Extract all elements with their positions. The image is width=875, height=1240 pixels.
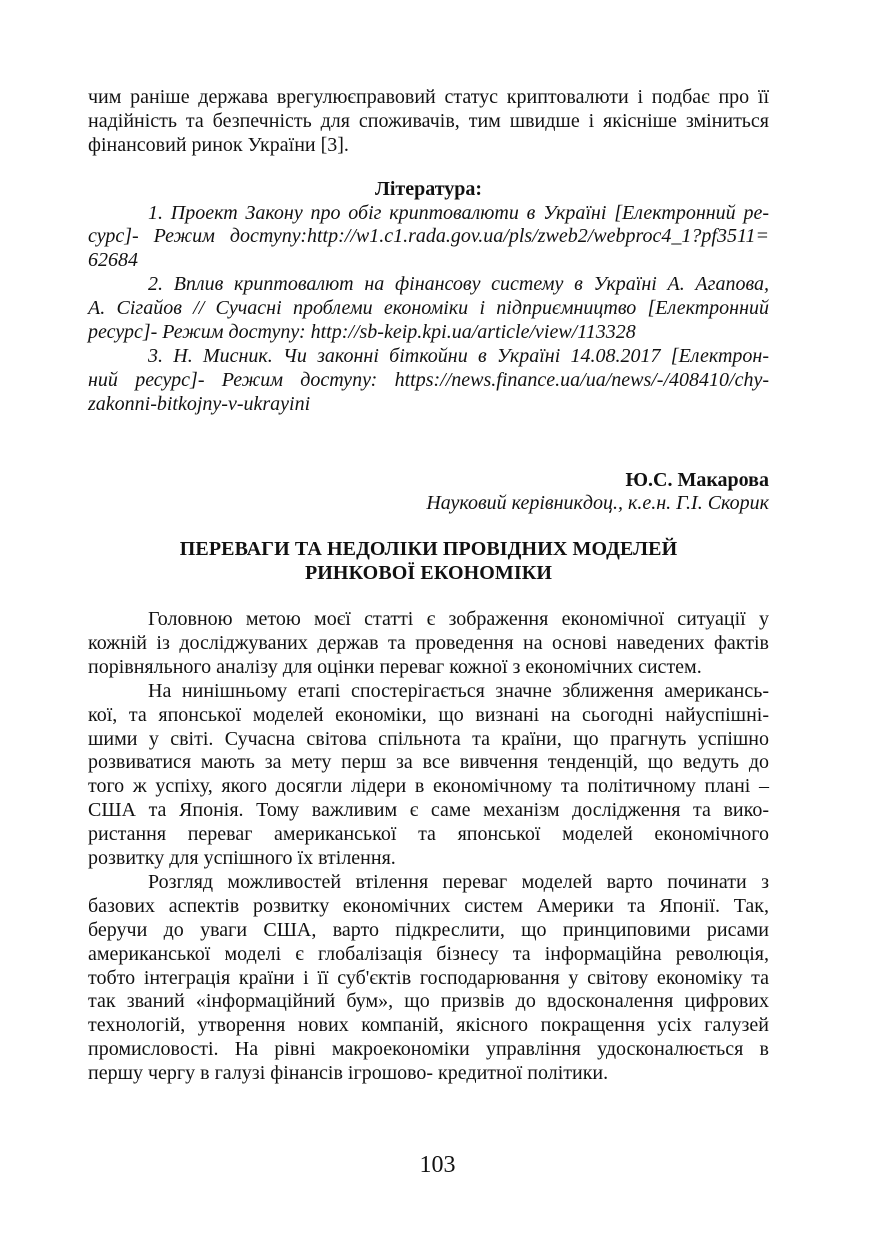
text-line: фінансовий ринок України [3]. <box>88 133 349 156</box>
text-line: розвитку для успішного їх втілення. <box>88 847 396 870</box>
text-line: 3. Н. Мисник. Чи законні біткойни в Україні 14.08.2017 [Електрон- <box>148 344 769 367</box>
literature-heading: Література: <box>374 177 483 200</box>
text-line: так званий «інформаційний бум», що призвів до вдосконалення цифрових <box>88 990 769 1013</box>
text-line: базових аспектів розвитку економічних систем Америки та Японії. Так, <box>88 894 769 917</box>
text-line: технологій, утворення нових компаній, якісного покращення усіх галузей <box>88 1014 769 1037</box>
reference-link: ний ресурс]- Режим доступу: https://news.finance.ua/ua/news/-/408410/chy- <box>88 368 769 391</box>
text-line: 1. Проект Закону про обіг криптовалюти в Україні [Електронний ре- <box>148 201 769 224</box>
text-line: беручи до уваги США, варто підкреслити, що принциповими рисами <box>88 918 769 941</box>
title-line: РИНКОВОЇ ЕКОНОМІКИ <box>304 562 553 585</box>
reference-item <box>88 202 769 274</box>
text-line: 2. Вплив криптовалют на фінансову систему в Україні А. Агапова, <box>148 273 769 296</box>
page-number: 103 <box>419 1152 456 1178</box>
text-line: порівняльного аналізу для оцінки переваг кожної з економічних систем. <box>88 655 702 678</box>
reference-link: ресурс]- Режим доступу: http://sb-keip.kpi.ua/article/view/113328 <box>88 321 636 344</box>
text-line: промисловості. На рівні макроекономіки управління удосконалюється в <box>88 1038 769 1061</box>
reference-item <box>88 273 769 345</box>
text-line: шими у світі. Сучасна світова спільнота та країни, що прагнуть успішно <box>88 727 769 750</box>
text-line: А. Сігайов // Сучасні проблеми економіки і підприємництво [Електронний <box>88 297 769 320</box>
reference-link: сурс]- Режим доступу:http://w1.c1.rada.gov.ua/pls/zweb2/webproc4_1?pf3511= <box>88 225 769 248</box>
document-page <box>88 86 769 1086</box>
supervisor-line: Науковий керівникдоц., к.е.н. Г.І. Скорик <box>426 492 769 515</box>
text-line: Розгляд можливостей втілення переваг моделей варто починати з <box>148 870 769 893</box>
text-line: американської моделі є глобалізація бізнесу та інформаційна революція, <box>88 942 769 965</box>
text-line: розвиватися мають за мету перш за все вивчення тенденцій, що ведуть до <box>88 751 769 774</box>
body-paragraph <box>88 871 769 1086</box>
reference-list <box>88 202 769 417</box>
text-line: тобто інтеграція країни і її суб'єктів господарювання у світову економіку та <box>88 966 769 989</box>
text-line: кої, та японської моделей економіки, що визнані на сьогодні найуспішні- <box>88 703 769 726</box>
text-line: 62684 <box>88 249 138 272</box>
article-title <box>88 538 769 586</box>
intro-paragraph <box>88 86 769 158</box>
text-line: кожній із досліджуваних держав та проведення на основі наведених фактів <box>88 632 769 655</box>
body-paragraph <box>88 680 769 871</box>
text-line: першу чергу в галузі фінансів ігрошово- кредитної політики. <box>88 1062 609 1085</box>
text-line: ристання переваг американської та японської моделей економічного <box>88 823 769 846</box>
text-line: На нинішньому етапі спостерігається значне зближення американсь- <box>148 679 769 702</box>
text-line: чим раніше держава врегулюєправовий статус криптовалюти і подбає про її <box>88 86 769 108</box>
reference-item <box>88 345 769 417</box>
body-paragraph <box>88 608 769 680</box>
text-line: Головною метою моєї статті є зображення економічної ситуації у <box>148 608 769 631</box>
text-line: того ж успіху, якого досягли лідери в економічному та політичному плані – <box>88 775 769 798</box>
title-line: ПЕРЕВАГИ ТА НЕДОЛІКИ ПРОВІДНИХ МОДЕЛЕЙ <box>179 538 678 561</box>
author-name: Ю.С. Макарова <box>625 468 769 491</box>
text-line: zakonni-bitkojny-v-ukrayini <box>88 392 311 415</box>
text-line: надійність та безпечність для споживачів, тим швидше і якісніше зміниться <box>88 109 769 132</box>
text-line: США та Японія. Тому важливим є саме механізм дослідження та вико- <box>88 799 769 822</box>
